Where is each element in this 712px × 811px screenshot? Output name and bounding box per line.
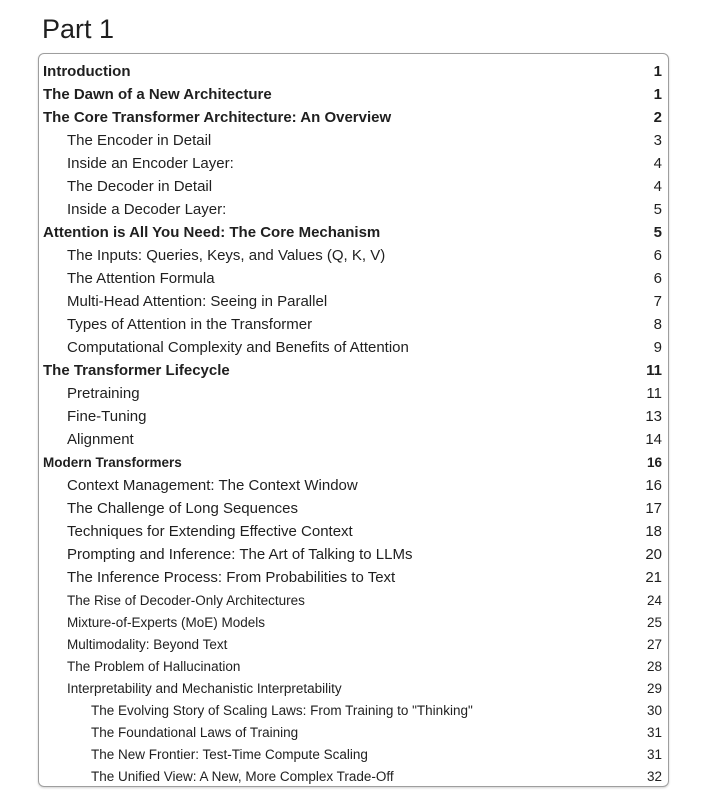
toc-entry-title: Computational Complexity and Benefits of Attention bbox=[67, 339, 409, 356]
toc-entry-title: Mixture-of-Experts (MoE) Models bbox=[67, 614, 266, 630]
toc-entry-mixture-of-experts[interactable] bbox=[39, 611, 668, 633]
toc-entry-title: The Evolving Story of Scaling Laws: From Training to "Thinking" bbox=[91, 702, 473, 718]
toc-entry-page: 32 bbox=[646, 768, 662, 784]
toc-entry-page: 4 bbox=[653, 155, 662, 172]
toc-entry-page: 28 bbox=[646, 658, 662, 674]
toc-entry-computational-complexity[interactable] bbox=[39, 336, 668, 359]
toc-entry-page: 31 bbox=[646, 724, 662, 740]
toc-entry-alignment[interactable] bbox=[39, 428, 668, 451]
toc-entry-title: The Attention Formula bbox=[67, 270, 215, 287]
toc-entry-page: 30 bbox=[646, 702, 662, 718]
toc-entry-interpretability[interactable] bbox=[39, 677, 668, 699]
toc-entry-page: 11 bbox=[646, 385, 662, 402]
toc-entry-page: 17 bbox=[645, 500, 662, 517]
toc-entry-page: 25 bbox=[646, 614, 662, 630]
toc-entry-attention-core-mechanism[interactable] bbox=[39, 221, 668, 244]
toc-entry-title: Context Management: The Context Window bbox=[67, 477, 358, 494]
toc-entry-page: 4 bbox=[653, 178, 662, 195]
toc-entry-title: The Foundational Laws of Training bbox=[91, 724, 299, 740]
toc-entry-title: The Dawn of a New Architecture bbox=[43, 86, 272, 103]
toc-entry-page: 27 bbox=[646, 636, 662, 652]
toc-entry-transformer-lifecycle[interactable] bbox=[39, 359, 668, 382]
toc-entry-hallucination[interactable] bbox=[39, 655, 668, 677]
toc-entry-title: The Inference Process: From Probabilities to Text bbox=[67, 569, 396, 586]
toc-entry-title: The Encoder in Detail bbox=[67, 132, 212, 149]
toc-entry-title: Prompting and Inference: The Art of Talking to LLMs bbox=[67, 546, 413, 563]
toc-entry-title: Fine-Tuning bbox=[67, 408, 147, 425]
toc-entry-title: The Core Transformer Architecture: An Overview bbox=[43, 109, 392, 126]
toc-entry-scaling-laws-story[interactable] bbox=[39, 699, 668, 721]
toc-entry-page: 5 bbox=[653, 224, 662, 241]
toc-entry-page: 16 bbox=[646, 455, 662, 470]
toc-entry-fine-tuning[interactable] bbox=[39, 405, 668, 428]
toc-entry-page: 7 bbox=[653, 293, 662, 310]
toc-entry-title: The New Frontier: Test-Time Compute Scaling bbox=[91, 746, 368, 762]
toc-entry-long-sequences[interactable] bbox=[39, 497, 668, 520]
toc-entry-unified-view[interactable] bbox=[39, 765, 668, 787]
toc-entry-title: Multimodality: Beyond Text bbox=[67, 636, 228, 652]
toc-entry-title: The Rise of Decoder-Only Architectures bbox=[67, 592, 305, 608]
toc-entry-introduction[interactable] bbox=[39, 60, 668, 83]
toc-entry-title: Inside an Encoder Layer: bbox=[67, 155, 234, 172]
toc-entry-inside-encoder-layer[interactable] bbox=[39, 152, 668, 175]
toc-entry-title: The Transformer Lifecycle bbox=[43, 362, 230, 379]
toc-entry-context-management[interactable] bbox=[39, 474, 668, 497]
toc-entry-page: 14 bbox=[645, 431, 662, 448]
toc-entry-page: 9 bbox=[653, 339, 662, 356]
toc-entry-page: 18 bbox=[645, 523, 662, 540]
toc-entry-extending-context[interactable] bbox=[39, 520, 668, 543]
toc-entry-inputs-qkv[interactable] bbox=[39, 244, 668, 267]
toc-entry-page: 1 bbox=[653, 63, 662, 80]
toc-entry-foundational-laws[interactable] bbox=[39, 721, 668, 743]
toc-entry-page: 21 bbox=[645, 569, 662, 586]
toc-entry-page: 29 bbox=[646, 680, 662, 696]
toc-entry-multimodality[interactable] bbox=[39, 633, 668, 655]
toc-entry-page: 2 bbox=[653, 109, 662, 126]
toc-entry-types-of-attention[interactable] bbox=[39, 313, 668, 336]
toc-entry-dawn-of-new-architecture[interactable] bbox=[39, 83, 668, 106]
toc-entry-page: 6 bbox=[653, 270, 662, 287]
toc-entry-decoder-in-detail[interactable] bbox=[39, 175, 668, 198]
toc-entry-page: 1 bbox=[653, 86, 662, 103]
toc-entry-pretraining[interactable] bbox=[39, 382, 668, 405]
part-heading: Part 1 bbox=[42, 14, 115, 44]
toc-entry-title: The Decoder in Detail bbox=[67, 178, 213, 195]
toc-entry-page: 5 bbox=[653, 201, 662, 218]
toc-entry-modern-transformers[interactable] bbox=[39, 451, 668, 474]
toc-entry-prompting-inference[interactable] bbox=[39, 543, 668, 566]
toc-entry-title: Pretraining bbox=[67, 385, 140, 402]
toc-entry-title: Alignment bbox=[67, 431, 134, 448]
toc-entry-title: The Challenge of Long Sequences bbox=[67, 500, 299, 517]
toc-entry-title: The Problem of Hallucination bbox=[67, 658, 241, 674]
toc-entry-title: The Inputs: Queries, Keys, and Values (Q, K, V) bbox=[67, 247, 386, 264]
table-of-contents bbox=[38, 53, 669, 787]
toc-entry-page: 31 bbox=[646, 746, 662, 762]
toc-entry-title: Techniques for Extending Effective Context bbox=[67, 523, 353, 540]
toc-entry-title: Multi-Head Attention: Seeing in Parallel bbox=[67, 293, 328, 310]
toc-entry-decoder-only[interactable] bbox=[39, 589, 668, 611]
toc-entry-inference-process[interactable] bbox=[39, 566, 668, 589]
toc-entry-page: 6 bbox=[653, 247, 662, 264]
toc-entry-page: 3 bbox=[653, 132, 662, 149]
toc-entry-page: 13 bbox=[645, 408, 662, 425]
toc-entry-title: Introduction bbox=[43, 63, 131, 80]
toc-entry-page: 16 bbox=[645, 477, 662, 494]
toc-entry-attention-formula[interactable] bbox=[39, 267, 668, 290]
toc-entry-encoder-in-detail[interactable] bbox=[39, 129, 668, 152]
toc-entry-multi-head-attention[interactable] bbox=[39, 290, 668, 313]
toc-entry-test-time-compute[interactable] bbox=[39, 743, 668, 765]
toc-entry-inside-decoder-layer[interactable] bbox=[39, 198, 668, 221]
toc-entry-title: Interpretability and Mechanistic Interpretability bbox=[67, 680, 342, 696]
toc-entry-page: 11 bbox=[646, 362, 662, 379]
toc-entry-page: 8 bbox=[653, 316, 662, 333]
toc-entry-title: Inside a Decoder Layer: bbox=[67, 201, 227, 218]
toc-entry-title: The Unified View: A New, More Complex Trade-Off bbox=[91, 768, 394, 784]
toc-entry-core-architecture[interactable] bbox=[39, 106, 668, 129]
toc-entry-page: 20 bbox=[645, 546, 662, 563]
toc-entry-title: Types of Attention in the Transformer bbox=[67, 316, 313, 333]
toc-entry-title: Attention is All You Need: The Core Mechanism bbox=[43, 224, 381, 241]
toc-entry-page: 24 bbox=[646, 592, 662, 608]
toc-entry-title: Modern Transformers bbox=[43, 455, 182, 470]
